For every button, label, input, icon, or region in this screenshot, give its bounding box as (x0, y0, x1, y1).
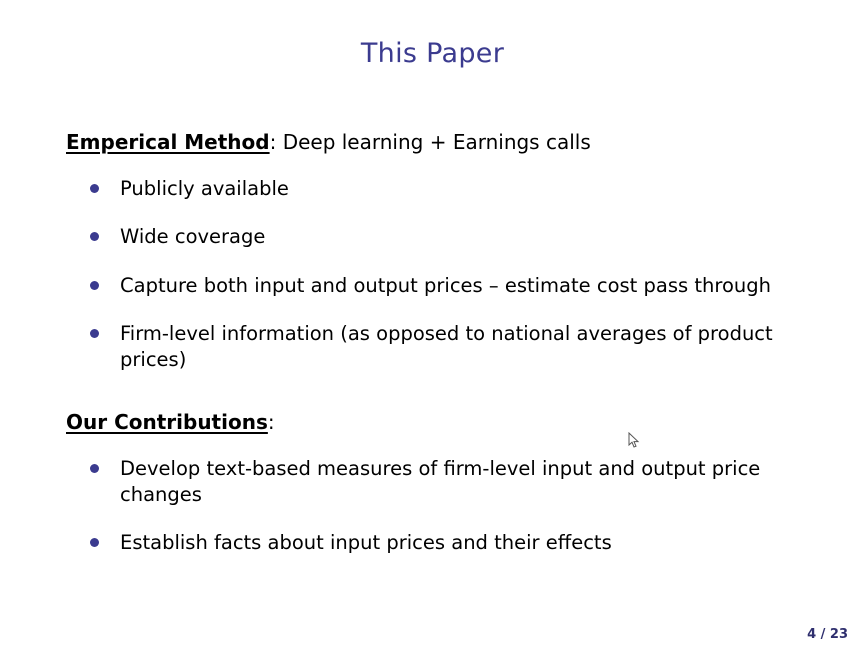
list-item (90, 176, 826, 202)
list-item (90, 530, 826, 556)
section-heading-lead: Emperical Method (66, 130, 270, 154)
section-empirical-method (66, 128, 826, 374)
list-item-text: Publicly available (120, 177, 289, 200)
list-item-text: Firm-level information (as opposed to national averages of product prices) (120, 321, 773, 372)
bullet-dot-icon (90, 329, 99, 338)
page-number: 4 / 23 (807, 627, 848, 642)
bullet-dot-icon (90, 464, 99, 473)
list-item (90, 224, 826, 250)
section-heading (66, 128, 826, 156)
list-item-text: Establish facts about input prices and their effects (120, 531, 612, 555)
section-heading-rest: : (267, 409, 275, 434)
list-item (90, 273, 826, 299)
slide-content (66, 128, 826, 557)
list-item (90, 321, 826, 374)
bullet-dot-icon (90, 281, 99, 290)
bullet-dot-icon (90, 184, 99, 193)
section-heading (66, 408, 826, 436)
list-item-text: Wide coverage (120, 225, 266, 249)
page-title: This Paper (360, 38, 505, 69)
list-item-text: Capture both input and output prices – estimate cost pass through (120, 273, 771, 297)
bullet-list (66, 176, 826, 374)
list-item (90, 456, 826, 509)
bullet-dot-icon (90, 538, 99, 547)
bullet-list (66, 456, 826, 557)
section-our-contributions (66, 408, 826, 557)
list-item-text: Develop text-based measures of firm-level input and output price changes (120, 456, 761, 506)
section-heading-lead: Our Contributions (66, 409, 268, 434)
section-heading-rest: : Deep learning + Earnings calls (269, 130, 591, 154)
bullet-dot-icon (90, 232, 99, 241)
